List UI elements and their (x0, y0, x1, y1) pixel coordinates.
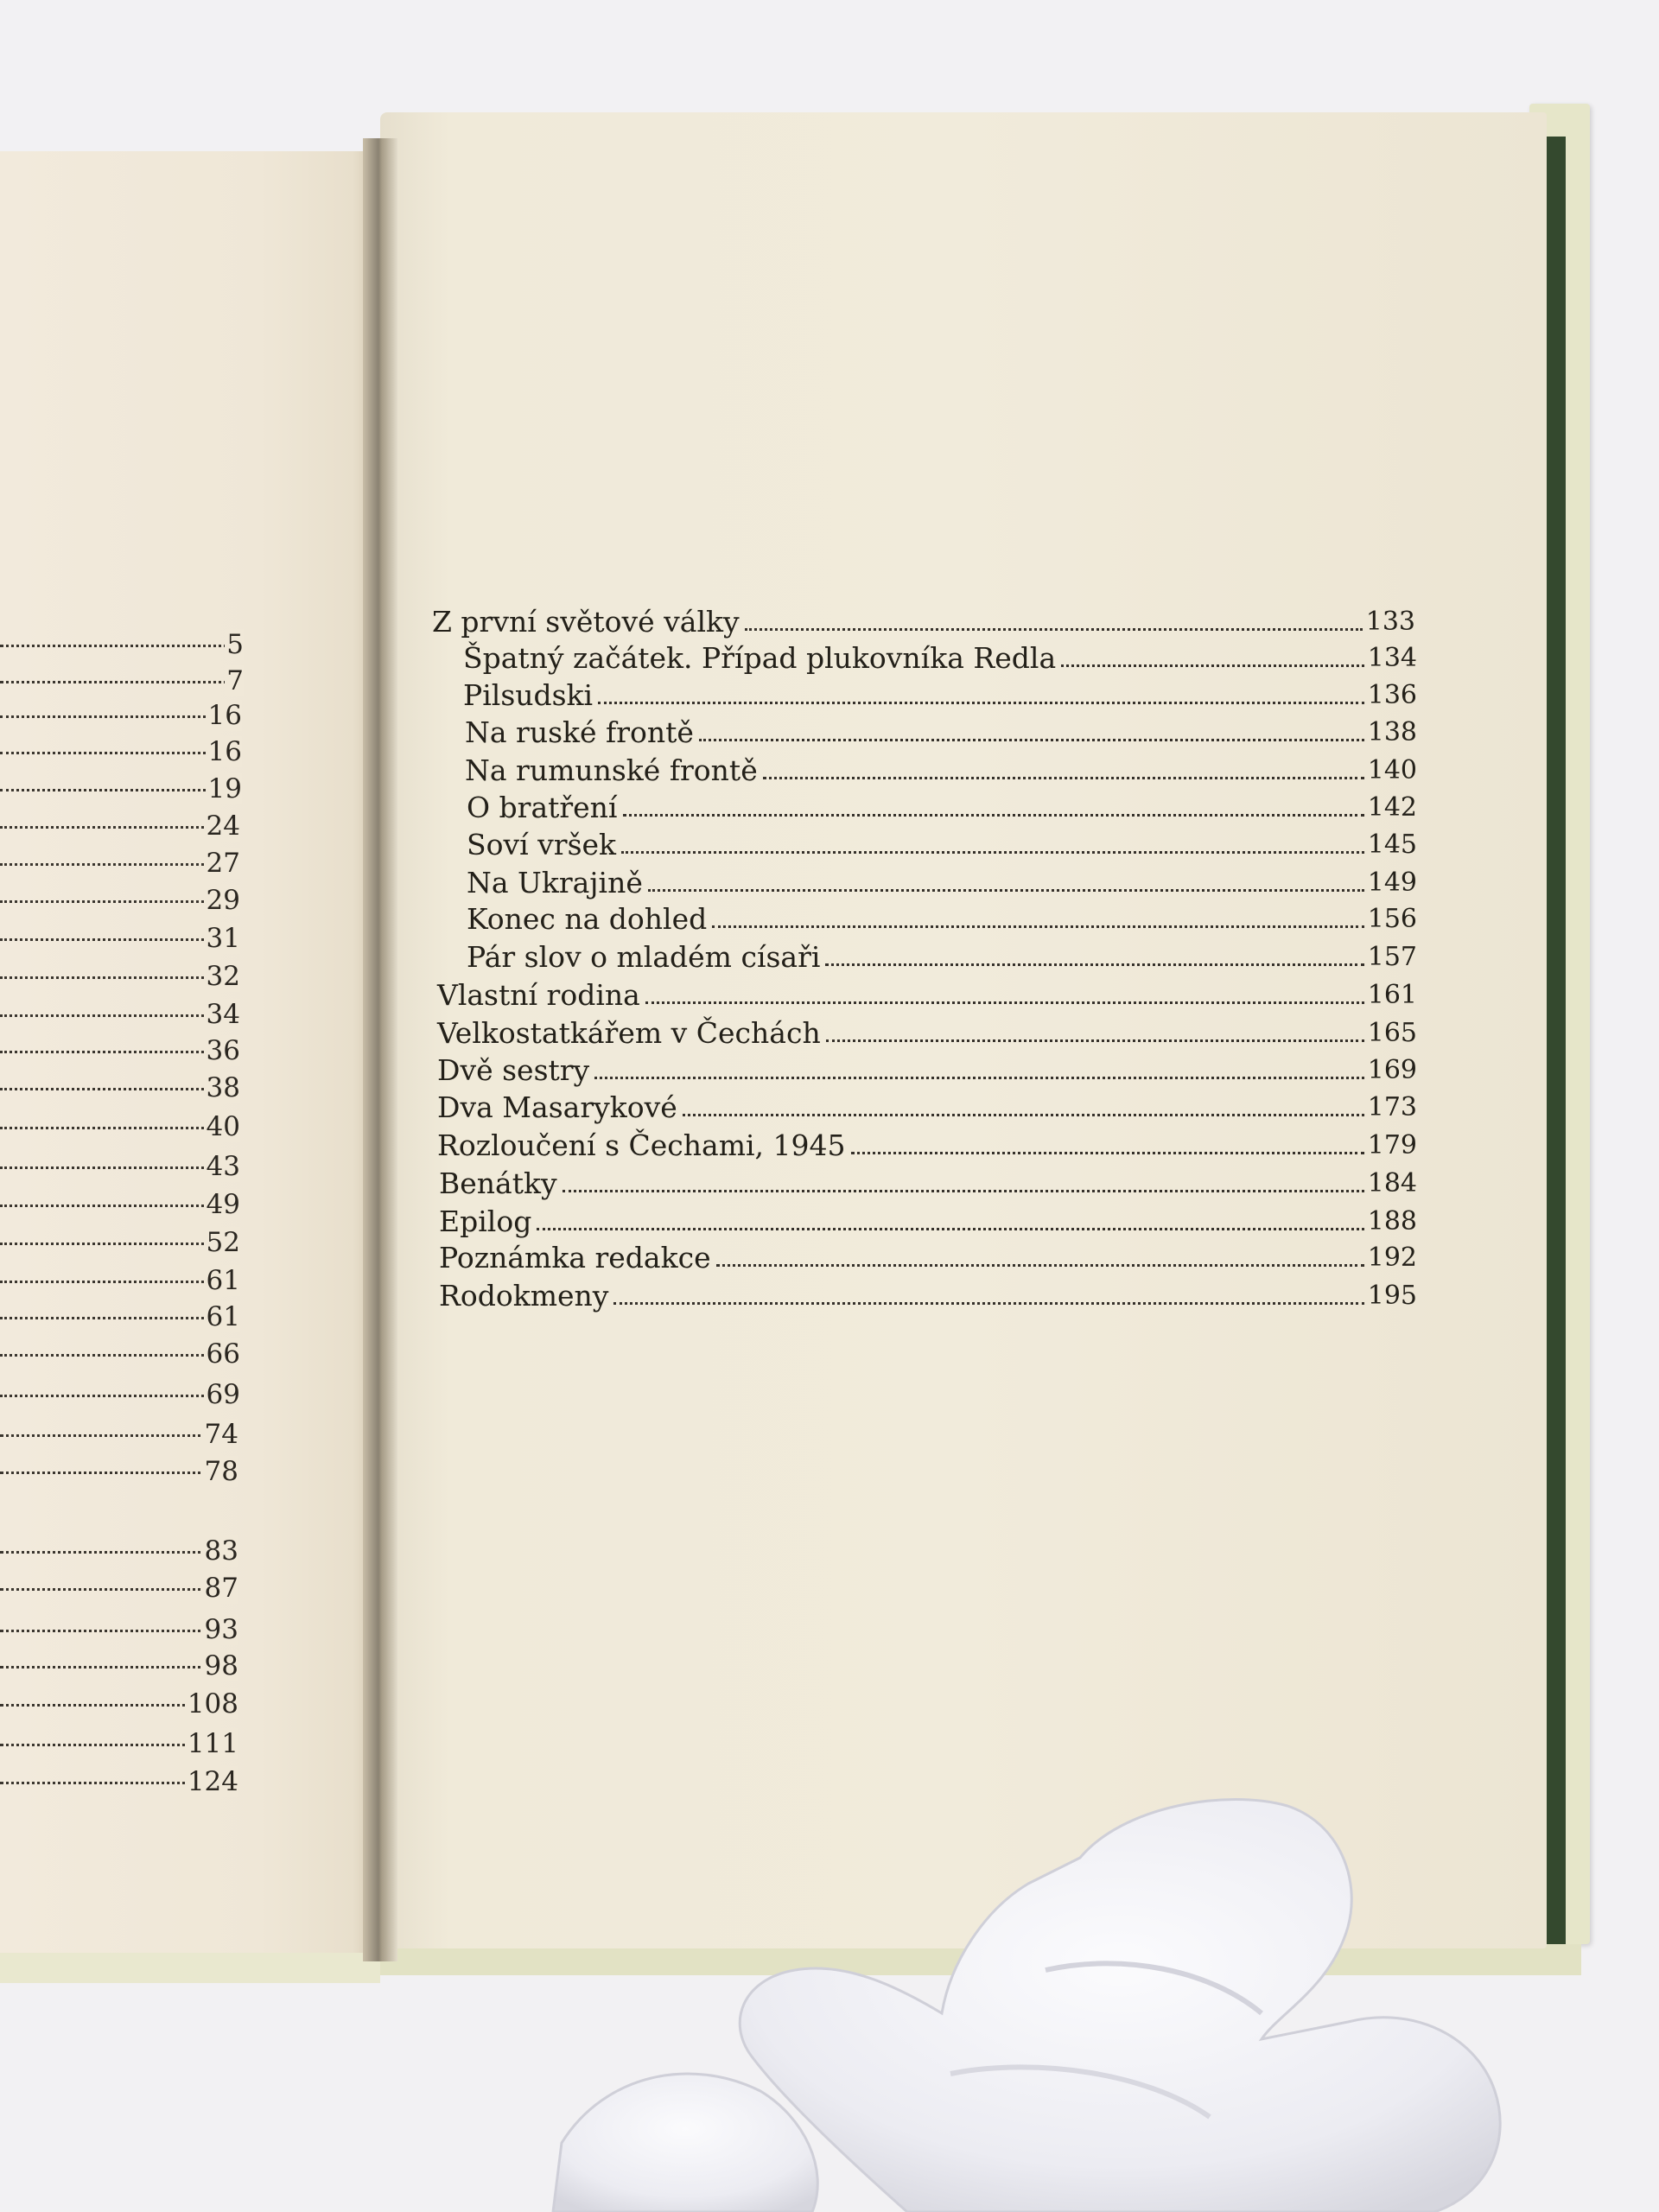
page-number: 7 (226, 665, 244, 696)
toc-entry-page: 134 (1367, 643, 1417, 673)
toc-entry-title: Na ruské frontě (465, 715, 694, 749)
page-number: 69 (206, 1379, 240, 1410)
toc-entry-title: O bratření (467, 791, 618, 824)
toc-entry-title: Pilsudski (463, 678, 594, 712)
page-number: 83 (204, 1535, 238, 1567)
toc-entry-title: Na rumunské frontě (465, 753, 758, 787)
toc-entry-title: Z první světové války (432, 605, 740, 639)
page-number: 74 (204, 1419, 238, 1450)
toc-entry-page: 133 (1365, 607, 1415, 637)
toc-entry-title: Na Ukrajině (467, 866, 643, 899)
page-number: 124 (187, 1766, 238, 1797)
toc-entry-title: Benátky (439, 1166, 557, 1200)
page-number: 108 (187, 1688, 238, 1719)
page-number: 93 (204, 1614, 238, 1645)
page-number: 98 (204, 1650, 238, 1681)
page-number: 61 (206, 1301, 240, 1332)
page-number: 24 (206, 810, 240, 842)
toc-entry-page: 149 (1367, 868, 1417, 898)
page-number: 29 (206, 885, 240, 916)
toc-entry-title: Dvě sestry (437, 1053, 590, 1087)
toc-entry-title: Konec na dohled (467, 902, 708, 936)
toc-entry-page: 195 (1367, 1281, 1417, 1311)
toc-entry-page: 157 (1367, 942, 1417, 972)
page-number: 16 (207, 736, 242, 767)
toc-entry-page: 136 (1367, 680, 1417, 710)
page-number: 43 (206, 1151, 240, 1182)
page-number: 78 (204, 1456, 238, 1487)
page-number: 5 (226, 629, 244, 660)
toc-entry-page: 145 (1367, 830, 1417, 860)
toc-entry-page: 169 (1367, 1055, 1417, 1085)
toc-entry-page: 188 (1367, 1206, 1417, 1236)
toc-entry-title: Vlastní rodina (437, 978, 640, 1012)
toc-entry-title: Dva Masarykové (437, 1090, 677, 1124)
toc-entry-title: Špatný začátek. Případ plukovníka Redla (463, 641, 1057, 675)
toc-entry-page: 179 (1367, 1130, 1417, 1160)
toc-entry-page: 173 (1367, 1092, 1417, 1122)
page-number: 16 (207, 700, 242, 731)
toc-entry-title: Epilog (439, 1205, 532, 1238)
page-number: 34 (206, 999, 240, 1030)
page-number: 32 (206, 961, 240, 992)
toc-entry-page: 140 (1367, 755, 1417, 785)
page-number: 38 (206, 1072, 240, 1103)
page-number: 111 (187, 1728, 238, 1759)
page-number: 31 (206, 923, 240, 954)
toc-entry-title: Velkostatkářem v Čechách (437, 1016, 821, 1050)
toc-entry-page: 138 (1367, 717, 1417, 747)
toc-entry-page: 156 (1367, 904, 1417, 934)
toc-entry-title: Poznámka redakce (439, 1241, 711, 1274)
page-number: 87 (204, 1573, 238, 1604)
toc-entry-title: Soví vršek (467, 828, 617, 861)
page-number: 52 (206, 1227, 240, 1258)
page-number: 36 (206, 1035, 240, 1066)
toc-entry-page: 165 (1367, 1018, 1417, 1048)
toc-entry-title: Pár slov o mladém císaři (467, 940, 821, 974)
page-number: 66 (206, 1338, 240, 1370)
page-number: 19 (207, 773, 242, 804)
page-number: 27 (206, 848, 240, 879)
toc-entry-title: Rozloučení s Čechami, 1945 (437, 1128, 846, 1162)
toc-entry-page: 142 (1367, 792, 1417, 823)
toc-entry-page: 161 (1367, 980, 1417, 1010)
page-number: 61 (206, 1265, 240, 1296)
toc-entry-title: Rodokmeny (439, 1279, 609, 1313)
page-number: 49 (206, 1189, 240, 1220)
toc-entry-page: 184 (1367, 1168, 1417, 1198)
toc-entry-page: 192 (1367, 1243, 1417, 1273)
page-number: 40 (206, 1111, 240, 1142)
